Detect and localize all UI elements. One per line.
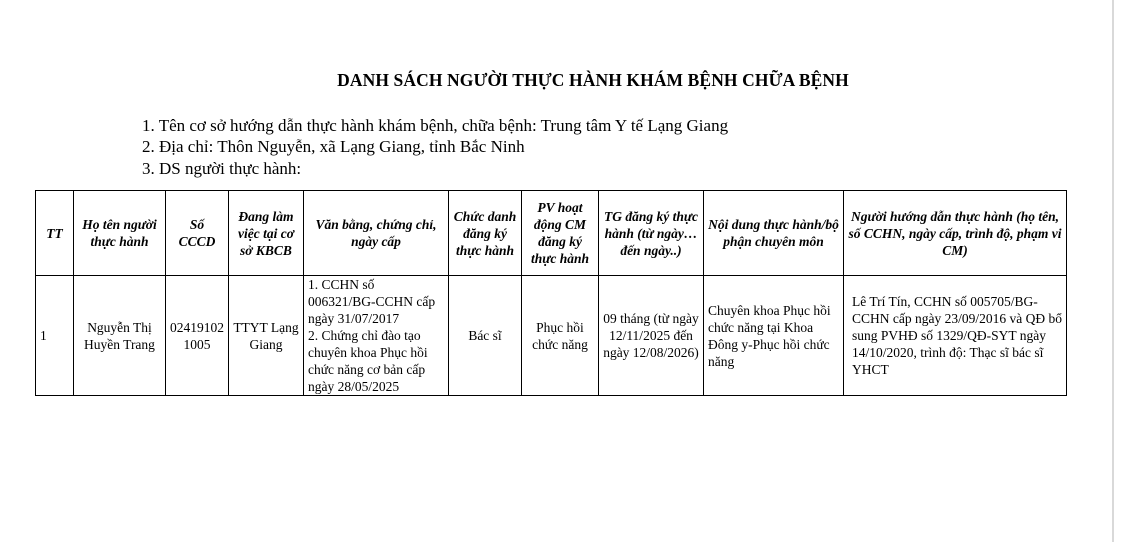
info-address: 2. Địa chỉ: Thôn Nguyễn, xã Lạng Giang, tỉnh Bắc Ninh — [142, 137, 525, 156]
cell-title: Bác sĩ — [449, 276, 522, 396]
header-content: Nội dung thực hành/bộ phận chuyên môn — [704, 191, 844, 276]
table-row — [36, 276, 1067, 396]
degree-line-1: 1. CCHN số 006321/BG-CCHN cấp ngày 31/07/2017 — [308, 277, 436, 326]
header-title: Chức danh đăng ký thực hành — [449, 191, 522, 276]
cell-period: 09 tháng (từ ngày 12/11/2025 đến ngày 12/08/2026) — [599, 276, 704, 396]
info-facility: 1. Tên cơ sở hướng dẫn thực hành khám bệnh, chữa bệnh: Trung tâm Y tế Lạng Giang — [142, 116, 729, 135]
info-list-label: 3. DS người thực hành: — [142, 159, 302, 178]
degree-line-2: 2. Chứng chỉ đào tạo chuyên khoa Phục hồi chức năng cơ bản cấp ngày 28/05/2025 — [308, 328, 428, 394]
header-workplace: Đang làm việc tại cơ sở KBCB — [229, 191, 304, 276]
header-cccd: Số CCCD — [166, 191, 229, 276]
cell-degree — [304, 276, 449, 396]
cell-scope: Phục hồi chức năng — [522, 276, 599, 396]
table-header-row — [36, 191, 1067, 276]
practitioner-table — [35, 190, 1067, 396]
cell-supervisor: Lê Trí Tín, CCHN số 005705/BG-CCHN cấp ngày 23/09/2016 và QĐ bổ sung PVHĐ số 1329/QĐ-SYT ngày 14/10/2020, trình độ: Thạc sĩ bác sĩ YHCT — [844, 276, 1067, 396]
header-supervisor: Người hướng dẫn thực hành (họ tên, số CCHN, ngày cấp, trình độ, phạm vi CM) — [844, 191, 1067, 276]
header-name: Họ tên người thực hành — [74, 191, 166, 276]
header-degree: Văn bằng, chứng chỉ, ngày cấp — [304, 191, 449, 276]
cell-tt: 1 — [36, 276, 74, 396]
header-period: TG đăng ký thực hành (từ ngày…đến ngày..) — [599, 191, 704, 276]
cell-name: Nguyễn Thị Huyền Trang — [74, 276, 166, 396]
cell-workplace: TTYT Lạng Giang — [229, 276, 304, 396]
cell-content: Chuyên khoa Phục hồi chức năng tại Khoa Đông y-Phục hồi chức năng — [704, 276, 844, 396]
cell-cccd: 024191021005 — [166, 276, 229, 396]
header-scope: PV hoạt động CM đăng ký thực hành — [522, 191, 599, 276]
document-title: DANH SÁCH NGƯỜI THỰC HÀNH KHÁM BỆNH CHỮA BỆNH — [337, 70, 849, 90]
header-tt: TT — [36, 191, 74, 276]
